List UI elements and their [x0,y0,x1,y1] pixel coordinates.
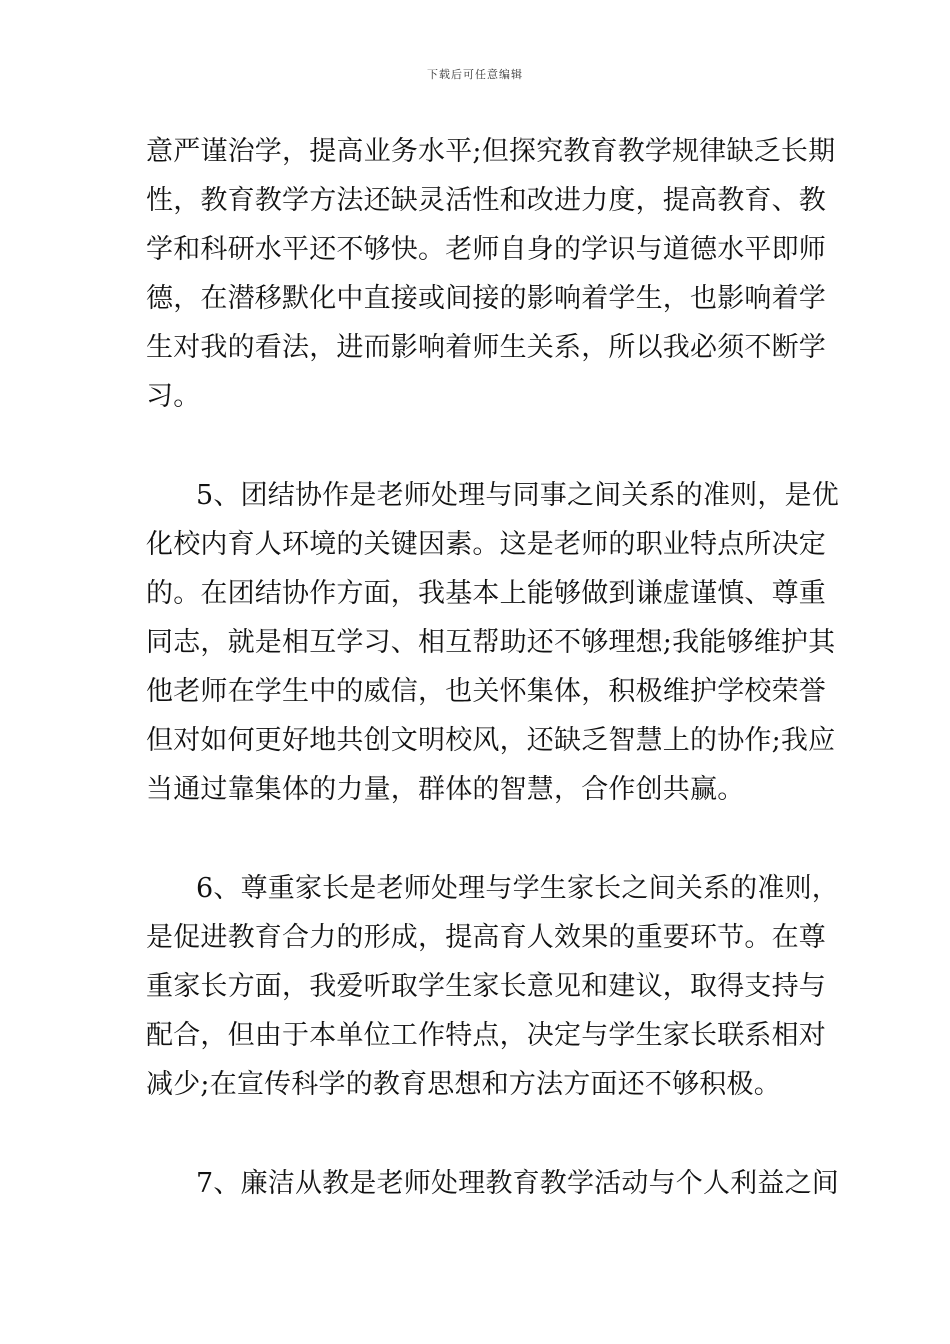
paragraph-line: 的。在团结协作方面，我基本上能够做到谦虚谨慎、尊重 [146,578,826,609]
paragraph-line: 6、尊重家长是老师处理与学生家长之间关系的准则， [196,873,839,904]
page-header: 下载后可任意编辑 [427,68,523,81]
paragraph-line: 生对我的看法，进而影响着师生关系，所以我必须不断学 [146,332,826,363]
paragraph-line: 7、廉洁从教是老师处理教育教学活动与个人利益之间 [196,1168,839,1199]
paragraph-line: 当通过靠集体的力量，群体的智慧，合作创共赢。 [146,774,745,805]
paragraph-line: 重家长方面，我爱听取学生家长意见和建议，取得支持与 [146,971,826,1002]
paragraph-line: 德，在潜移默化中直接或间接的影响着学生，也影响着学 [146,283,826,314]
paragraph-line: 是促进教育合力的形成，提高育人效果的重要环节。在尊 [146,922,826,953]
paragraph-line: 但对如何更好地共创文明校风，还缺乏智慧上的协作;我应 [146,725,836,756]
paragraph-line: 他老师在学生中的威信，也关怀集体，积极维护学校荣誉 [146,676,826,707]
paragraph-line: 习。 [146,381,201,412]
paragraph-line: 同志，就是相互学习、相互帮助还不够理想;我能够维护其 [146,627,836,658]
paragraph-line: 5、团结协作是老师处理与同事之间关系的准则，是优 [196,480,839,511]
paragraph-line: 配合，但由于本单位工作特点，决定与学生家长联系相对 [146,1020,826,1051]
paragraph-line: 化校内育人环境的关键因素。这是老师的职业特点所决定 [146,529,826,560]
paragraph-line: 性，教育教学方法还缺灵活性和改进力度，提高教育、教 [146,185,826,216]
paragraph-line: 意严谨治学，提高业务水平;但探究教育教学规律缺乏长期 [146,136,836,167]
paragraph-line: 减少;在宣传科学的教育思想和方法方面还不够积极。 [146,1069,781,1100]
paragraph-line: 学和科研水平还不够快。老师自身的学识与道德水平即师 [146,234,826,265]
